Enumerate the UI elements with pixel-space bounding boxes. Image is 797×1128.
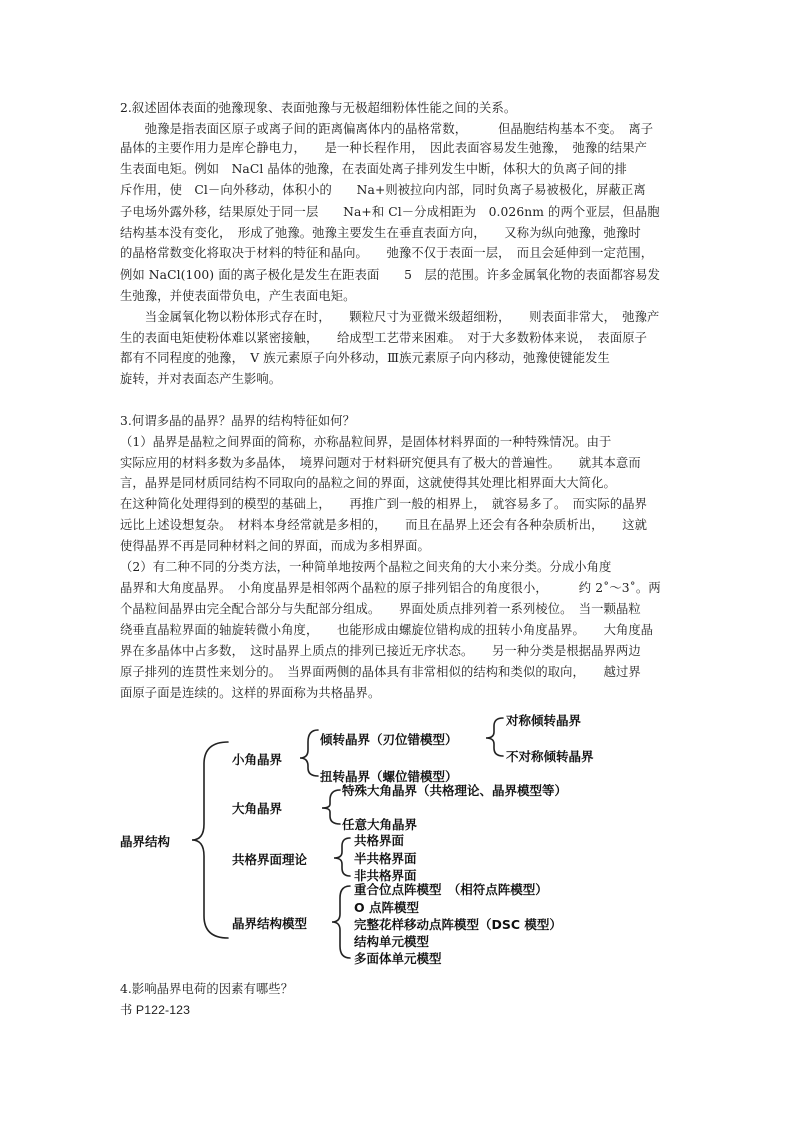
coherent-theory-label: 共格界面理论 <box>232 852 308 867</box>
q3-line: （1）晶界是晶粒之间界面的简称，亦称晶粒间界，是固体材料界面的一种特殊情况。由于 <box>120 435 612 449</box>
brace-root <box>192 742 228 938</box>
large-angle-label: 大角晶界 <box>232 801 283 816</box>
structural-unit-label: 结构单元模型 <box>354 934 430 949</box>
q2-line: 例如 NaCl(100) 面的离子极化是发生在距表面 5 层的范围。许多金属氧化物的表面都容易发 <box>120 268 661 282</box>
incoherent-label: 非共格界面 <box>354 868 417 883</box>
structure-model-label: 晶界结构模型 <box>232 916 308 931</box>
q3-line: 界在多晶体中占多数， 这时晶界上质点的排列已接近无序状态。 另一种分类是根据晶界两边 <box>120 644 641 658</box>
brace-large-angle <box>322 790 340 824</box>
q2-line: 的晶格常数变化将取决于材料的特征和晶向。 弛豫不仅于表面一层， 而且会延伸到一定范围， <box>120 246 654 260</box>
q3-line: 个晶粒间晶界由完全配合部分与失配部分组成。 界面处质点排列着一系列棱位。 当一颗晶粒 <box>120 602 641 616</box>
brace-structure-model <box>332 886 350 958</box>
q2-line: 子电场外露外移，结果原处于同一层 Na+和 Cl－分成相距为 0.026nm 的两个亚层，但晶胞 <box>120 205 660 219</box>
coherent-label: 共格界面 <box>354 833 405 848</box>
q3-line: 实际应用的材料多数为多晶体， 境界问题对于材料研究便具有了极大的普遍性。 就其本意而 <box>120 456 641 470</box>
q3-line: 晶界和大角度晶界。 小角度晶界是相邻两个晶粒的原子排列铝合的角度很小， 约 2˚～3˚。两 <box>120 581 661 595</box>
q2-line: 弛豫是指表面区原子或离子间的距离偏离体内的晶格常数， 但晶胞结构基本不变。 离子 <box>120 122 654 136</box>
q2-line: 生弛豫，并使表面带负电，产生表面电矩。 <box>120 289 356 303</box>
twist-boundary-label: 扭转晶界（螺位错模型） <box>320 769 458 784</box>
q2-line: 生表面电矩。例如 NaCl 晶体的弛豫，在表面处离子排列发生中断，体积大的负离子间的排 <box>120 162 627 176</box>
tilt-boundary-label: 倾转晶界（刃位错模型） <box>320 732 458 747</box>
small-angle-label: 小角晶界 <box>232 752 283 767</box>
q2-title: 2.叙述固体表面的弛豫现象、表面弛豫与无极超细粉体性能之间的关系。 <box>120 101 517 115</box>
grain-boundary-diagram <box>118 706 658 968</box>
semi-coherent-label: 半共格界面 <box>354 851 417 866</box>
o-lattice-label: O 点阵模型 <box>354 900 419 915</box>
q3-line: 绕垂直晶粒界面的轴旋转微小角度， 也能形成由螺旋位错构成的扭转小角度晶界。 大角度晶 <box>120 623 654 637</box>
polyhedral-unit-label: 多面体单元模型 <box>354 951 442 966</box>
arbitrary-large-label: 任意大角晶界 <box>342 817 418 832</box>
q3-line: 在这种简化处理得到的模型的基础上， 再推广到一般的相界上， 就容易多了。 而实际的晶界 <box>120 497 648 511</box>
q3-line: （2）有二种不同的分类方法，一种简单地按两个晶粒之间夹角的大小来分类。分成小角度 <box>120 560 612 574</box>
q2-line: 结构基本没有变化， 形成了弛豫。弛豫主要发生在垂直表面方向， 又称为纵向弛豫，弛豫时 <box>120 226 641 240</box>
diagram-root-label: 晶界结构 <box>120 834 171 849</box>
brace-small-angle <box>300 730 318 776</box>
q2-line: 斥作用，使 Cl－向外移动，体积小的 Na+则被拉向内部，同时负离子易被极化，屏蔽正离 <box>120 183 646 197</box>
q3-line: 面原子面是连续的。这样的界面称为共格晶界。 <box>120 686 381 700</box>
q2-line: 晶体的主要作用力是库仑静电力， 是一种长程作用， 因此表面容易发生弛豫， 弛豫的结果产 <box>120 141 648 155</box>
sym-tilt-label: 对称倾转晶界 <box>506 713 582 728</box>
q3-title: 3.何谓多晶的晶界？晶界的结构特征如何？ <box>120 414 356 428</box>
special-large-label: 特殊大角晶界（共格理论、晶界模型等） <box>342 783 568 798</box>
brace-coherent <box>334 838 350 876</box>
q4-title: 4.影响晶界电荷的因素有哪些？ <box>120 982 294 996</box>
dsc-model-label: 完整花样移动点阵模型（DSC 模型） <box>354 917 562 932</box>
asym-tilt-label: 不对称倾转晶界 <box>506 749 594 764</box>
q3-line: 使得晶界不再是同种材料之间的界面，而成为多相界面。 <box>120 539 430 553</box>
q2-line: 生的表面电矩使粉体难以紧密接触， 给成型工艺带来困难。 对于大多数粉体来说， 表面原子 <box>120 331 648 345</box>
q2-line: 都有不同程度的弛豫， V 族元素原子向外移动，Ⅲ族元素原子向内移动，弛豫使键能发生 <box>120 351 610 365</box>
q2-line: 当金属氧化物以粉体形式存在时， 颗粒尺寸为亚微米级超细粉， 则表面非常大， 弛豫产 <box>120 310 660 324</box>
q2-line: 旋转，并对表面态产生影响。 <box>120 372 282 386</box>
q3-line: 言，晶界是同材质同结构不同取向的晶粒之间的界面，这就使得其处理比相界面大大简化。 <box>120 476 616 490</box>
brace-tilt <box>486 718 503 756</box>
csl-model-label: 重合位点阵模型 （相符点阵模型） <box>354 882 548 897</box>
q4-answer: 书 P122-123 <box>120 1003 191 1017</box>
q3-line: 原子排列的连贯性来划分的。 当界面两侧的晶体具有非常相似的结构和类似的取向， 越过界 <box>120 665 641 679</box>
q3-line: 远比上述设想复杂。 材料本身经常就是多相的， 而且在晶界上还会有各种杂质析出， 这就 <box>120 518 648 532</box>
